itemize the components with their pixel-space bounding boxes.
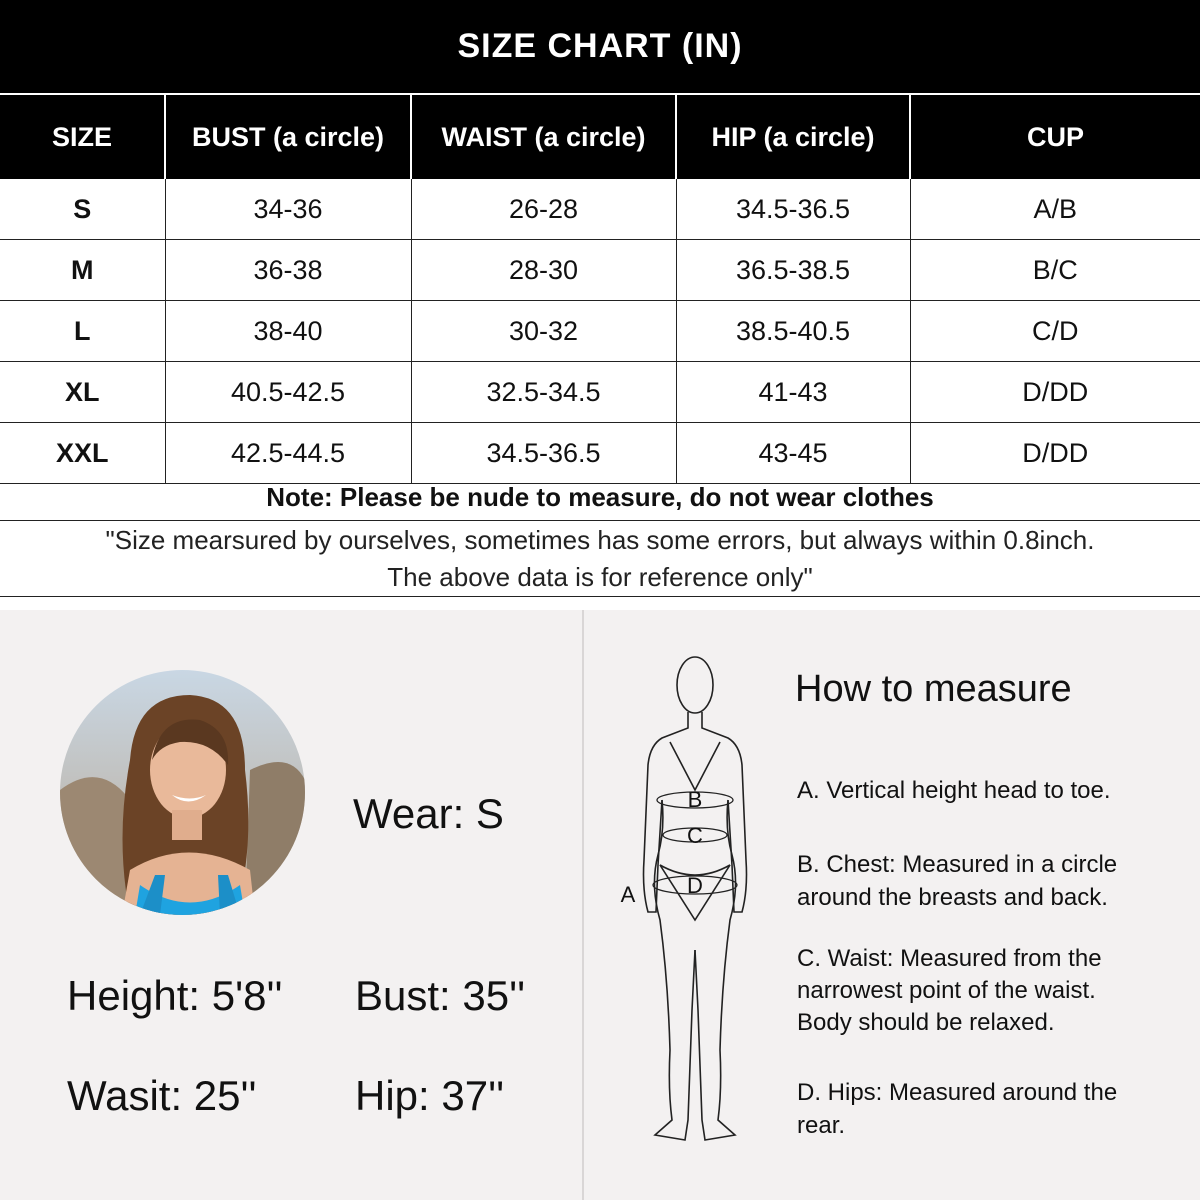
hip-cell: 38.5-40.5	[676, 301, 910, 362]
table-row	[0, 301, 1200, 362]
cup-cell: D/DD	[910, 362, 1200, 423]
waist-cell: 28-30	[411, 240, 676, 301]
cup-cell: B/C	[910, 240, 1200, 301]
hip-cell: 34.5-36.5	[676, 179, 910, 240]
step-b	[797, 848, 1177, 914]
size-table	[0, 93, 1200, 484]
cup-cell: A/B	[910, 179, 1200, 240]
step-a	[797, 774, 1177, 807]
hip-cell: 36.5-38.5	[676, 240, 910, 301]
cup-cell: D/DD	[910, 423, 1200, 484]
measure-note: Note: Please be nude to measure, do not wear clothes	[0, 475, 1200, 521]
bust-cell: 34-36	[165, 179, 411, 240]
bust-cell: 38-40	[165, 301, 411, 362]
model-hip: Hip: 37''	[355, 1072, 505, 1119]
model-photo	[60, 670, 305, 915]
table-row	[0, 362, 1200, 423]
chart-title: SIZE CHART (IN)	[0, 0, 1200, 93]
step-d-line-1: D. Hips: Measured around the	[797, 1079, 1118, 1106]
table-row	[0, 240, 1200, 301]
hip-cell: 41-43	[676, 362, 910, 423]
size-cell: L	[0, 301, 165, 362]
model-wear-size: Wear: S	[353, 790, 504, 837]
step-c-line-3: Body should be relaxed.	[797, 1009, 1055, 1036]
model-height: Height: 5'8''	[67, 972, 283, 1019]
label-b: B	[687, 787, 703, 812]
body-outline	[644, 657, 747, 1140]
waist-cell: 26-28	[411, 179, 676, 240]
step-b-line-2: around the breasts and back.	[797, 884, 1108, 911]
step-c	[797, 943, 1177, 1039]
header-hip: HIP (a circle)	[676, 94, 910, 179]
header-cup: CUP	[910, 94, 1200, 179]
cup-cell: C/D	[910, 301, 1200, 362]
step-d-line-2: rear.	[797, 1112, 846, 1139]
waist-cell: 30-32	[411, 301, 676, 362]
header-size: SIZE	[0, 94, 165, 179]
step-a-line: A. Vertical height head to toe.	[797, 777, 1111, 804]
size-cell: XXL	[0, 423, 165, 484]
model-waist: Wasit: 25''	[67, 1072, 257, 1119]
hip-cell: 43-45	[676, 423, 910, 484]
step-c-line-1: C. Waist: Measured from the	[797, 945, 1102, 972]
disclaimer-line-1: "Size mearsured by ourselves, sometimes has some errors, but always within 0.8inch.	[105, 525, 1095, 555]
step-d	[797, 1076, 1177, 1142]
header-waist: WAIST (a circle)	[411, 94, 676, 179]
bust-cell: 36-38	[165, 240, 411, 301]
body-diagram	[610, 650, 780, 1150]
step-c-line-2: narrowest point of the waist.	[797, 977, 1096, 1004]
label-a: A	[620, 882, 636, 907]
panel-divider	[582, 610, 584, 1200]
how-to-measure-title: How to measure	[795, 668, 1072, 710]
header-bust: BUST (a circle)	[165, 94, 411, 179]
model-bust: Bust: 35''	[355, 972, 526, 1019]
table-row	[0, 179, 1200, 240]
label-d: D	[687, 873, 703, 898]
size-cell: S	[0, 179, 165, 240]
model-info-panel	[0, 610, 1200, 1200]
disclaimer-line-2: The above data is for reference only"	[387, 562, 813, 592]
step-b-line-1: B. Chest: Measured in a circle	[797, 851, 1118, 878]
size-cell: M	[0, 240, 165, 301]
waist-cell: 32.5-34.5	[411, 362, 676, 423]
table-header-row	[0, 94, 1200, 179]
size-cell: XL	[0, 362, 165, 423]
label-c: C	[687, 823, 703, 848]
disclaimer	[0, 522, 1200, 597]
waist-cell: 34.5-36.5	[411, 423, 676, 484]
model-photo-illustration	[60, 670, 305, 915]
bust-cell: 42.5-44.5	[165, 423, 411, 484]
bust-cell: 40.5-42.5	[165, 362, 411, 423]
